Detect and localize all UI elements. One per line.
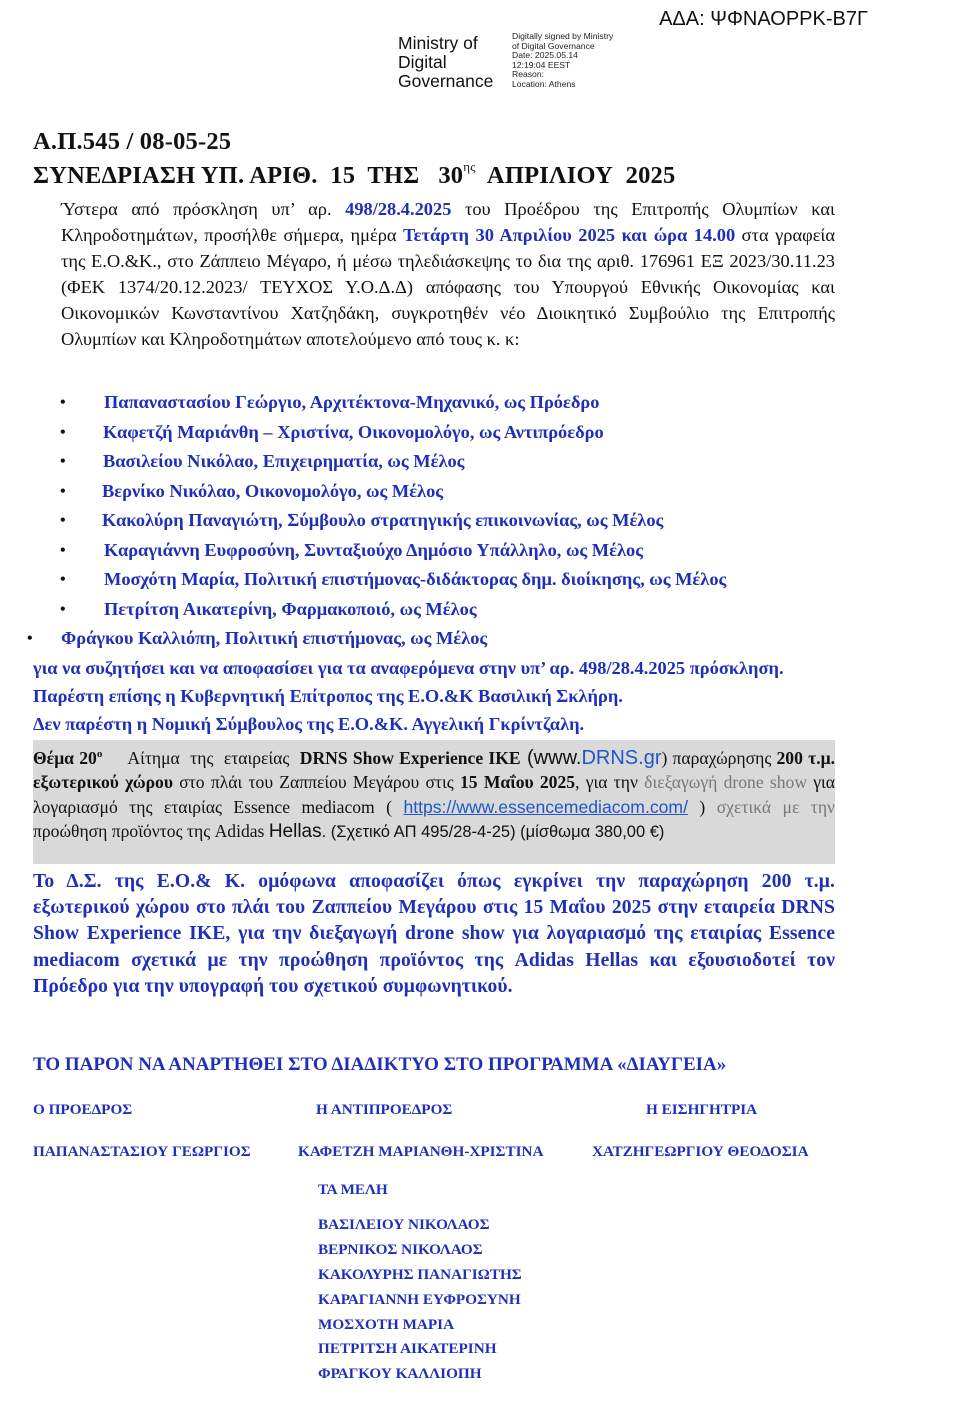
signature-detail-line: of Digital Governance — [512, 40, 595, 51]
role-rapporteur: Η ΕΙΣΗΓΗΤΡΙΑ — [646, 1101, 758, 1118]
invitation-reference: 498/28.4.2025 — [345, 199, 452, 219]
subject-segment: για λογαριασμό της εταιρίας Essence mediacom ( — [33, 772, 836, 817]
member-text: Βασιλείου Νικόλαο, Επιχειρηματία, ως Μέλος — [103, 451, 465, 471]
member-text: Φράγκου Καλλιόπη, Πολιτική επιστήμονας, ως Μέλος — [61, 628, 488, 648]
member-signatory: ΚΑΡΑΓΙΑΝΝΗ ΕΥΦΡΟΣΥΝΗ — [318, 1291, 521, 1308]
area-text: 200 τ.μ. εξωτερικού χώρου — [33, 747, 835, 793]
session-title-pre: ΣΥΝΕΔΡΙΑΣΗ ΥΠ. ΑΡΙΘ. 15 ΤΗΣ 30 — [33, 162, 464, 190]
absent-line: Δεν παρέστη η Νομική Σύμβουλος της Ε.Ο.&Κ. Αγγελική Γκρίντζαλη. — [33, 714, 585, 734]
member-text: Κακολύρη Παναγιώτη, Σύμβουλο στρατηγικής επικοινωνίας, ως Μέλος — [102, 510, 664, 530]
members-title: ΤΑ ΜΕΛΗ — [318, 1181, 388, 1198]
bullet: • — [60, 541, 66, 559]
essence-link[interactable]: https://www.essencemediacom.com/ — [403, 796, 688, 817]
role-president: Ο ΠΡΟΕΔΡΟΣ — [33, 1101, 133, 1118]
member-signatory: ΚΑΚΟΛΥΡΗΣ ΠΑΝΑΓΙΩΤΗΣ — [318, 1266, 522, 1283]
protocol-number: Α.Π.545 / 08-05-25 — [33, 128, 232, 155]
session-title-post: ΑΠΡΙΛΙΟΥ 2025 — [475, 162, 676, 190]
signature-org-line: Governance — [398, 71, 494, 91]
meeting-date: Τετάρτη 30 Απριλίου 2025 και ώρα 14.00 — [403, 225, 736, 246]
signature-details — [512, 32, 613, 90]
signature-organization — [398, 34, 493, 91]
subject-segment: , για την — [575, 772, 645, 793]
signature-org-line: Digital — [398, 52, 447, 72]
bullet: • — [60, 423, 66, 441]
decision-text: Το Δ.Σ. της Ε.Ο.& Κ. ομόφωνα αποφασίζει όπως εγκρίνει την παραχώρηση 200 τ.μ. εξωτερικού χώρου στο πλάι του Ζαππείου Μεγάρου στις 15 Μαΐου 2025 στην εταιρεία DRNS Show Experience IKE, για την διεξαγωγή drone show για λογαριασμό της εταιρίας Essence mediacom σχετικά με την προώθηση προϊόντος της Adidas Hellas και εξουσιοδοτεί τον Πρόεδρο για την υπογραφή του σχετικού συμφωνητικού. — [33, 871, 835, 997]
member-signatory: ΒΑΣΙΛΕΙΟΥ ΝΙΚΟΛΑΟΣ — [318, 1216, 490, 1233]
intro-text: στα γραφεία της Ε.Ο.&Κ., στο Ζάππειο Μέγαρο, ή μέσω τηλεδιάσκεψης το δια της αριθ. 176961 ΕΞ 2023/30.11.23 (ΦΕΚ 1374/20.12.2023/ ΤΕΥΧΟΣ Υ.Ο.Δ.Δ) απόφασης του Υπουργού Εθνικής Οικονομίας και Οικονομικών Κωνσταντίνου Χατζηδάκη, συγκροτηθέν νέο Διοικητικό Συμβούλιο της Επιτροπής Ολυμπίων και Κληροδοτημάτων αποτελούμενο από τους κ. κ: — [61, 225, 835, 350]
bullet: • — [60, 512, 66, 529]
bullet: • — [60, 571, 66, 588]
subject-segment: διεξαγωγή drone show — [644, 772, 808, 793]
member-signatory: ΒΕΡΝΙΚΟΣ ΝΙΚΟΛΑΟΣ — [318, 1241, 483, 1258]
member-signatory: ΠΕΤΡΙΤΣΗ ΑΙΚΑΤΕΡΙΝΗ — [318, 1340, 497, 1357]
subject-segment: στο πλάι του Ζαππείου Μεγάρου στις — [172, 772, 460, 793]
bullet: • — [27, 630, 33, 647]
signature-detail-line: Date: 2025.05.14 — [512, 50, 578, 61]
role-vice-president: Η ΑΝΤΙΠΡΟΕΔΡΟΣ — [316, 1101, 453, 1118]
subject-segment: ) παραχώρησης — [661, 747, 777, 768]
subject-label-text: Θέμα 20 — [33, 747, 97, 768]
subject-text — [33, 742, 835, 844]
signature-detail-line: Digitally signed by Ministry — [512, 31, 614, 41]
member-text: Πετρίτση Αικατερίνη, Φαρμακοποιό, ως Μέλος — [104, 598, 477, 619]
brand-name: Hellas — [268, 821, 322, 843]
subject-segment: προώθηση προϊόντος της Adidas — [33, 821, 269, 842]
purpose-line: για να συζητήσει και να αποφασίσει για τα αναφερόμενα στην υπ’ αρ. 498/28.4.2025 πρόσκληση. — [33, 658, 784, 678]
intro-text: Ύστερα από πρόσκληση υπ’ αρ. — [61, 199, 346, 219]
subject-segment: σχετικά με την — [716, 796, 835, 817]
subject-segment: (www. — [520, 746, 582, 769]
company-domain[interactable]: DRNS.gr — [581, 746, 662, 769]
subject-segment: Αίτημα της εταιρείας — [102, 747, 300, 768]
signature-detail-line: Location: Athens — [512, 78, 576, 89]
name-president: ΠΑΠΑΝΑΣΤΑΣΙΟΥ ΓΕΩΡΓΙΟΣ — [33, 1143, 251, 1160]
member-text: Μοσχότη Μαρία, Πολιτική επιστήμονας-διδάκτορας δημ. διοίκησης, ως Μέλος — [104, 569, 727, 589]
member-text: Βερνίκο Νικόλαο, Οικονομολόγο, ως Μέλος — [102, 480, 444, 501]
bullet: • — [60, 600, 66, 618]
company-name: DRNS Show Experience IKE — [299, 747, 521, 768]
present-line: Παρέστη επίσης η Κυβερνητική Επίτροπος της Ε.Ο.&Κ Βασιλική Σκλήρη. — [33, 686, 623, 706]
member-signatory: ΦΡΑΓΚΟΥ ΚΑΛΛΙΟΠΗ — [318, 1365, 482, 1382]
name-rapporteur: ΧΑΤΖΗΓΕΩΡΓΙΟΥ ΘΕΟΔΟΣΙΑ — [592, 1143, 809, 1160]
subject-segment: ) — [687, 796, 717, 817]
bullet: • — [60, 394, 66, 411]
subject-label — [33, 748, 102, 768]
member-signatory: ΜΟΣΧΟΤΗ ΜΑΡΙΑ — [318, 1316, 455, 1333]
ada-code: ΑΔΑ: ΨΦΝΑΟΡΡΚ-Β7Γ — [659, 8, 868, 30]
session-title-sup: ης — [463, 159, 476, 174]
event-date: 15 Μαΐου 2025 — [459, 772, 576, 793]
signature-org-line: Ministry of — [398, 33, 478, 53]
session-title — [33, 159, 676, 190]
member-text: Παπαναστασίου Γεώργιο, Αρχιτέκτονα-Μηχανικό, ως Πρόεδρο — [104, 392, 600, 412]
posting-instruction: ΤΟ ΠΑΡΟΝ ΝΑ ΑΝΑΡΤΗΘΕΙ ΣΤΟ ΔΙΑΔΙΚΤΥΟ ΣΤΟ ΠΡΟΓΡΑΜΜΑ «ΔΙΑΥΓΕΙΑ» — [33, 1054, 727, 1075]
subject-segment: . (Σχετικό ΑΠ 495/28-4-25) (μίσθωμα 380,00 €) — [321, 823, 665, 842]
intro-paragraph — [61, 196, 835, 353]
member-text: Καφετζή Μαριάνθη – Χριστίνα, Οικονομολόγο, ως Αντιπρόεδρο — [103, 421, 604, 442]
intro-text: του Προέδρου της Επιτροπής Ολυμπίων και Κληροδοτημάτων, προσήλθε σήμερα, ημέρα — [61, 199, 835, 246]
name-vice-president: ΚΑΦΕΤΖΗ ΜΑΡΙΑΝΘΗ-ΧΡΙΣΤΙΝΑ — [298, 1143, 544, 1160]
subject-label-sup: ο — [96, 748, 103, 760]
signature-detail-line: Reason: — [512, 69, 545, 80]
bullet: • — [60, 482, 66, 500]
member-text: Καραγιάννη Ευφροσύνη, Συνταξιούχο Δημόσιο Υπάλληλο, ως Μέλος — [104, 539, 643, 560]
bullet: • — [60, 453, 66, 470]
signature-detail-line: 12:19:04 EEST — [512, 59, 571, 70]
decision-paragraph — [33, 869, 835, 1000]
